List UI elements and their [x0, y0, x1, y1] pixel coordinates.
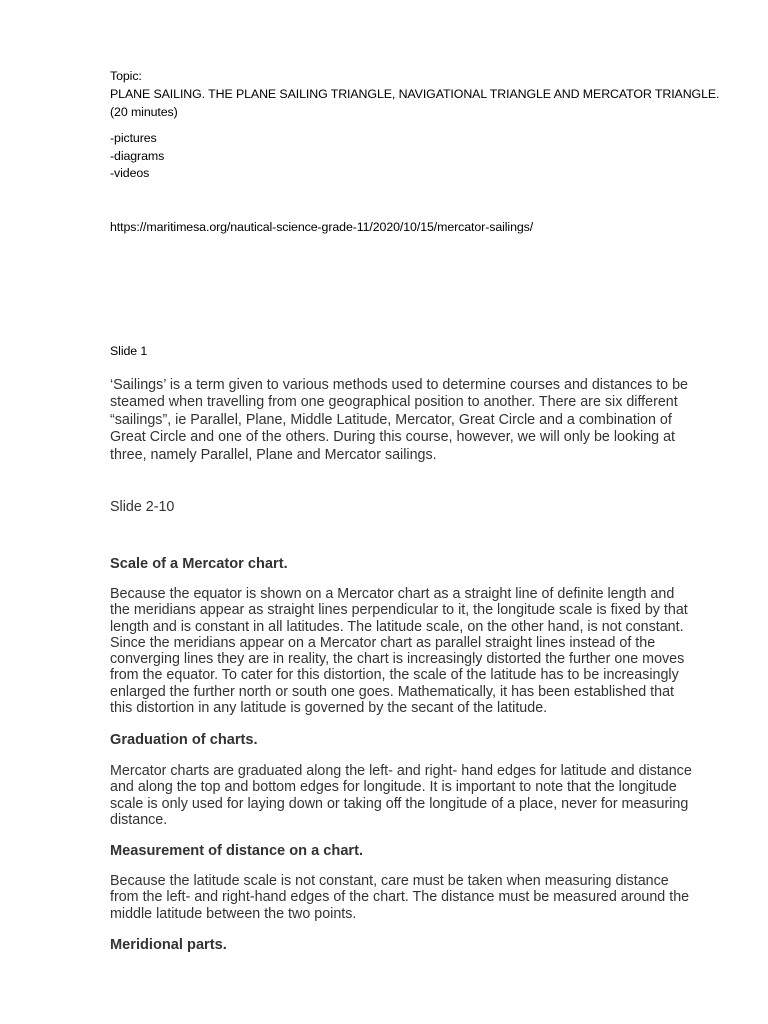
paragraph-line: Since the meridians appear on a Mercator chart as parallel straight lines instead of the — [110, 634, 656, 651]
paragraph-line: steamed when travelling from one geographical position to another. There are six different — [110, 394, 678, 411]
paragraph-line: Great Circle and one of the others. During this course, however, we will only be looking at — [110, 429, 676, 446]
paragraph-line: from the equator. To cater for this distortion, the scale of the latitude has to be increasingly — [110, 667, 679, 684]
paragraph-line: this distortion in any latitude is governed by the secant of the latitude. — [110, 700, 548, 717]
paragraph-line: converging lines they are in reality, the chart is increasingly distorted the further one moves — [110, 651, 685, 668]
paragraph-line: Mercator charts are graduated along the left- and right- hand edges for latitude and distance — [110, 763, 692, 779]
section-heading: Meridional parts. — [110, 937, 227, 953]
section-paragraph — [110, 873, 720, 922]
resource-item: -videos — [110, 166, 150, 180]
paragraph-line: from the left- and right-hand edges of the chart. The distance must be measured around the — [110, 889, 690, 906]
paragraph-line: “sailings”, ie Parallel, Plane, Middle Latitude, Mercator, Great Circle and a combination of — [110, 411, 672, 428]
paragraph-line: middle latitude between the two points. — [110, 905, 357, 922]
section-heading: Measurement of distance on a chart. — [110, 843, 364, 859]
paragraph-line: Because the equator is shown on a Mercator chart as a straight line of definite length and — [110, 586, 675, 602]
paragraph-line: Because the latitude scale is not constant, care must be taken when measuring distance — [110, 873, 669, 889]
resource-item: -diagrams — [110, 148, 165, 163]
paragraph-line: length and is constant in all latitudes. The latitude scale, on the other hand, is not constant. — [110, 618, 684, 635]
topic-duration: (20 minutes) — [110, 105, 178, 119]
section-heading: Graduation of charts. — [110, 732, 258, 748]
slide-1-paragraph — [110, 377, 720, 464]
paragraph-line: enlarged the further north or south one goes. Mathematically, it has been established that — [110, 683, 675, 700]
paragraph-line: and along the top and bottom edges for longitude. It is important to note that the longitude — [110, 779, 677, 796]
slide-1-label: Slide 1 — [110, 344, 148, 358]
section-heading: Scale of a Mercator chart. — [110, 556, 288, 572]
paragraph-line: distance. — [110, 811, 168, 828]
paragraph-line: scale is only used for laying down or taking off the longitude of a place, never for measuring — [110, 795, 689, 812]
slide-2-10-label: Slide 2-10 — [110, 499, 175, 515]
resources-list — [110, 130, 164, 183]
topic-label: Topic: — [110, 69, 142, 83]
topic-title: PLANE SAILING. THE PLANE SAILING TRIANGLE, NAVIGATIONAL TRIANGLE AND MERCATOR TRIANGLE. — [110, 87, 720, 101]
section-paragraph — [110, 586, 720, 716]
resource-item: -pictures — [110, 131, 157, 145]
paragraph-line: ‘Sailings’ is a term given to various methods used to determine courses and distances to be — [110, 377, 689, 393]
section-paragraph — [110, 763, 720, 828]
reference-link[interactable]: https://maritimesa.org/nautical-science-grade-11/2020/10/15/mercator-sailings/ — [110, 220, 534, 234]
paragraph-line: the meridians appear as straight lines perpendicular to it, the longitude scale is fixed by that — [110, 602, 688, 619]
paragraph-line: three, namely Parallel, Plane and Mercator sailings. — [110, 446, 437, 463]
